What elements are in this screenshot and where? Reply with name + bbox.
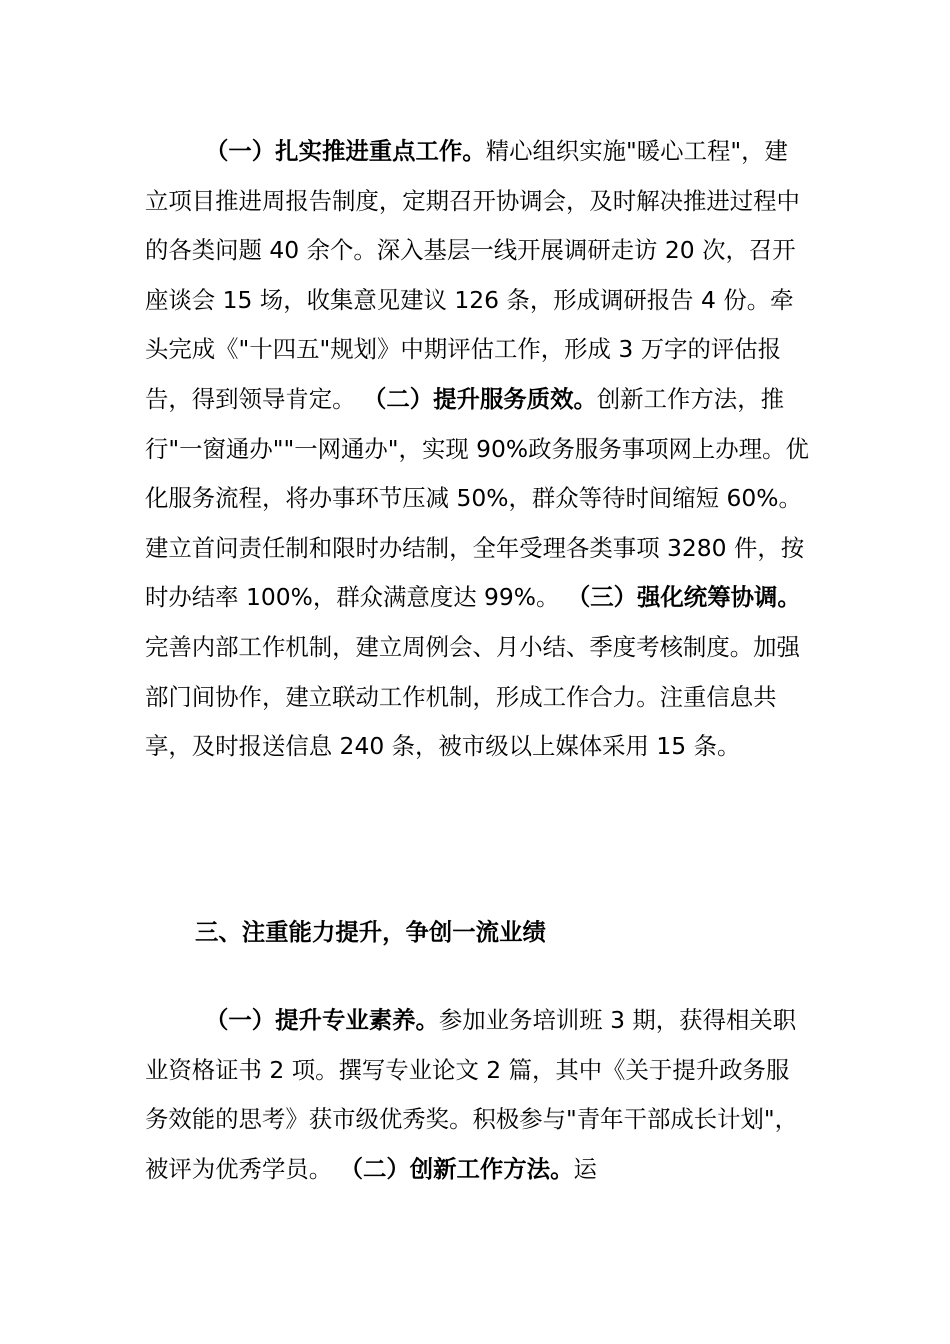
item-text-innovation: 运	[573, 1154, 597, 1183]
item-text-service-quality: 创新工作方法，推行"一窗通办""一网通办"，实现 90%政务服务事项网上办理。优化服务流程，将办事环节压减 50%，群众等待时间缩短 60%。建立首问责任制和限时办结制，全年受理各类事项 3280 件，按时办结率 100%，群众满意度达 99%。	[145, 384, 809, 612]
item-heading-innovation: （二）创新工作方法。	[339, 1154, 574, 1183]
item-heading-focus-work: （一）扎实推进重点工作。	[205, 137, 486, 165]
item-heading-service-quality: （二）提升服务质效。	[362, 384, 597, 413]
item-heading-professional: （一）提升专业素养。	[205, 1006, 439, 1034]
item-text-professional: 参加业务培训班 3 期，获得相关职业资格证书 2 项。撰写专业论文 2 篇，其中《关于提升政务服务效能的思考》获市级优秀奖。积极参与"青年干部成长计划"，被评为优秀学员。	[145, 1006, 799, 1183]
body-paragraph-ability-items	[145, 996, 810, 1194]
item-text-focus-work: 精心组织实施"暖心工程"，建立项目推进周报告制度，定期召开协调会，及时解决推进过程中的各类问题 40 余个。深入基层一线开展调研走访 20 次，召开座谈会 15 场，收集意见建议 126 条，形成调研报告 4 份。牵头完成《"十四五"规划》中期评估工作，形成 3 万字的评估报告，得到领导肯定。	[145, 137, 800, 413]
item-heading-coordination: （三）强化统筹协调。	[566, 583, 801, 612]
item-text-coordination: 完善内部工作机制，建立周例会、月小结、季度考核制度。加强部门间协作，建立联动工作机制，形成工作合力。注重信息共享，及时报送信息 240 条，被市级以上媒体采用 15 条。	[145, 632, 800, 761]
body-paragraph-work-items	[145, 127, 810, 772]
section-heading-ability: 三、注重能力提升，争创一流业绩	[195, 918, 546, 946]
